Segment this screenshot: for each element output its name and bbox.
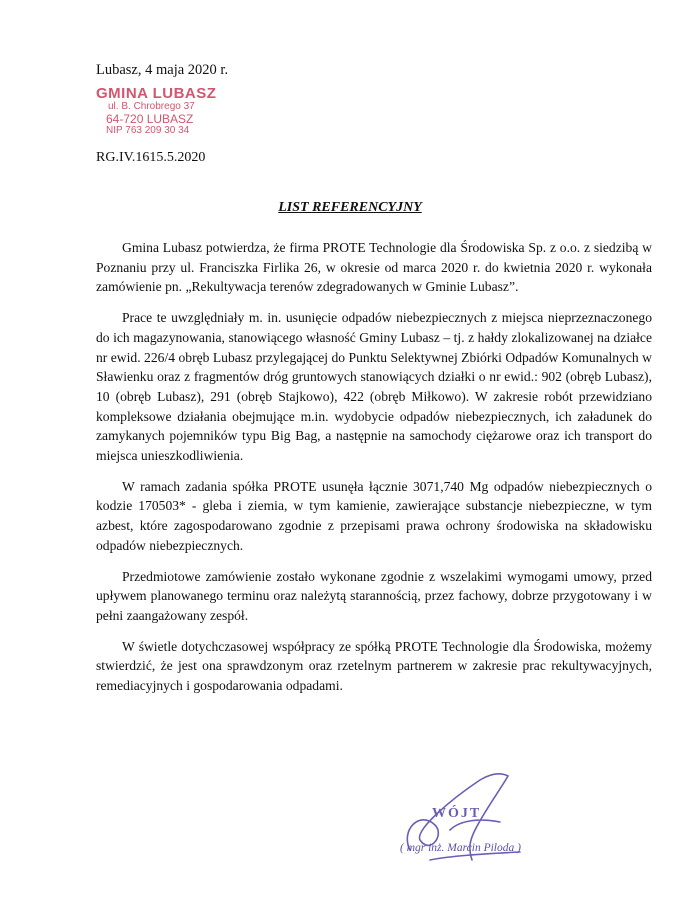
paragraph: Gmina Lubasz potwierdza, że firma PROTE Technologie dla Środowiska Sp. z o.o. z siedzibą w Poznaniu przy ul. Franciszka Firlika 26, w okresie od marca 2020 r. do kwietnia 2020 r. wykonała zamówienie pn. „Rekultywacja terenów zdegradowanych w Gminie Lubasz”. (96, 240, 652, 295)
municipality-stamp (96, 86, 216, 136)
letter-title: LIST REFERENCYJNY (278, 200, 422, 215)
stamp-line-name: GMINA LUBASZ (96, 85, 217, 102)
stamp-line-postcode: 64-720 LUBASZ (106, 112, 194, 126)
handwritten-signature (390, 770, 560, 880)
letter-date: Lubasz, 4 maja 2020 r. (96, 62, 229, 78)
signature-name: ( mgr inż. Marcin Piloda ) (400, 842, 521, 854)
signature-role: WÓJT (432, 806, 482, 821)
paragraph: Przedmiotowe zamówienie zostało wykonane zgodnie z wszelakimi wymogami umowy, przed upływem planowanego terminu oraz należytą starannością, przez fachowy, dobrze przygotowany i w pełni zaangażowany zespół. (96, 568, 652, 623)
letter-body (96, 238, 652, 707)
stamp-line-nip: NIP 763 209 30 34 (106, 125, 190, 136)
paragraph: Prace te uwzględniały m. in. usunięcie odpadów niebezpiecznych z miejsca nieprzeznaczonego do ich magazynowania, stanowiącego własność Gminy Lubasz – tj. z hałdy zlokalizowanej na działce nr ewid. 226/4 obręb Lubasz przylegającej do Punktu Selektywnej Zbiórki Odpadów Komunalnych w Sławienku oraz z fragmentów dróg gruntowych stanowiących działki o nr ewid.: 902 (obręb Lubasz), 10 (obręb Lubasz), 291 (obręb Stajkowo), 422 (obręb Miłkowo). W zakresie robót przewidziano kompleksowe działania obejmujące m.in. wydobycie odpadów niebezpiecznych, ich załadunek do zamykanych pojemników typu Big Bag, a następnie na samochody ciężarowe oraz ich transport do miejsca unieszkodliwienia. (96, 310, 652, 464)
paragraph: W świetle dotychczasowej współpracy ze spółką PROTE Technologie dla Środowiska, możemy stwierdzić, że jest ona sprawdzonym oraz rzetelnym partnerem w zakresie prac rekultywacyjnych, remediacyjnych i gospodarowania odpadami. (96, 638, 652, 694)
stamp-line-street: ul. B. Chrobrego 37 (108, 101, 195, 112)
reference-number: RG.IV.1615.5.2020 (96, 150, 206, 165)
paragraph: W ramach zadania spółka PROTE usunęła łącznie 3071,740 Mg odpadów niebezpiecznych o kodzie 170503* - gleba i ziemia, w tym kamienie, zawierające substancje niebezpieczne, w tym azbest, które zagospodarowano zgodnie z przepisami prawa ochrony środowiska na składowisku odpadów niebezpiecznych. (96, 478, 652, 553)
